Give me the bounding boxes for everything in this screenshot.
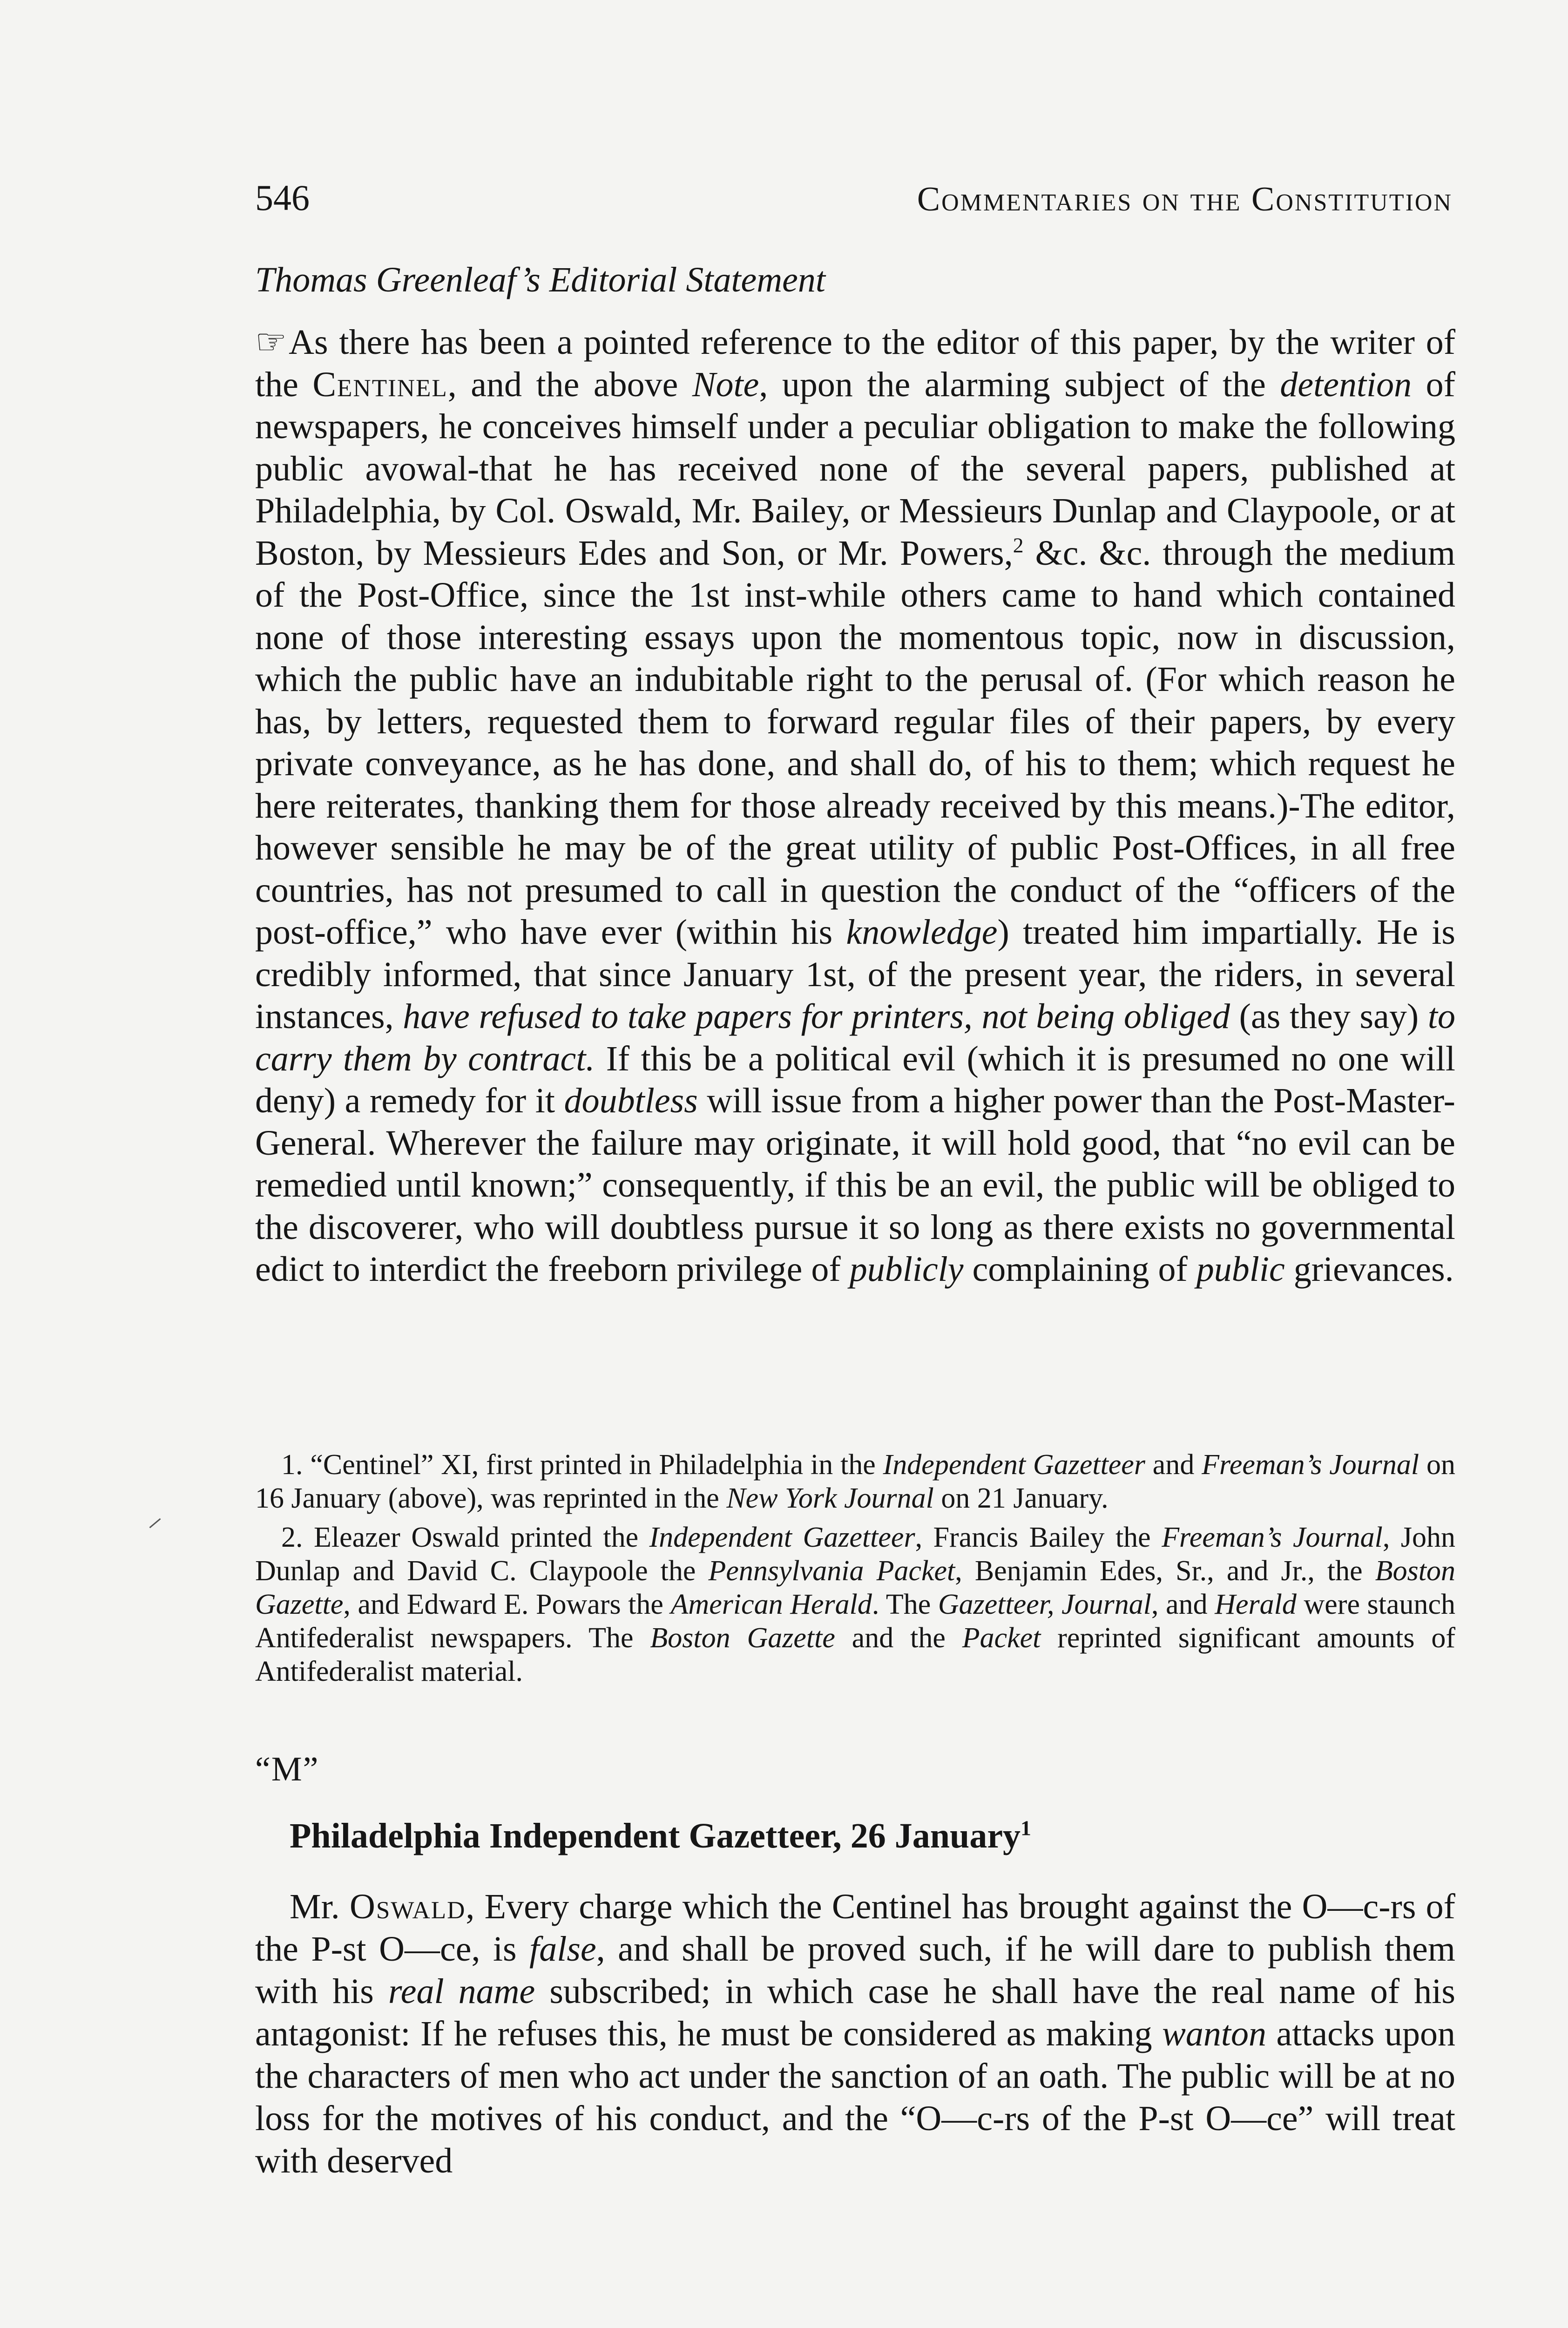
pointing-hand-icon: ☞ [255,323,287,362]
footnote-ref: 1 [1021,1816,1031,1840]
text-run: , and the above [447,365,692,404]
text-run-italic: false [529,1929,596,1969]
text-run-small-caps: Oswald [349,1887,466,1926]
text-run-italic: Independent Gazetteer [649,1522,915,1553]
text-run-italic: to carry them by contract. [255,997,1455,1078]
text-run-italic: Gazetteer, Journal [938,1589,1152,1620]
text-run: , and Edward E. Powars the [343,1589,671,1620]
text-run-italic: publicly [849,1250,964,1289]
byline: “M” [255,1750,319,1788]
text-run-italic: Note [692,365,759,404]
text-run: , Francis Bailey the [915,1522,1162,1553]
text-run: , John Dunlap and David C. Claypoole the [255,1522,1455,1587]
text-run: , and [1151,1589,1215,1620]
margin-mark [149,1518,161,1529]
text-run: , and shall be proved such, if he will dare to publish them with his [255,1929,1456,2011]
text-run-italic: Boston Gazette [650,1622,835,1654]
text-run-small-caps: Centinel [312,365,448,404]
text-run: , upon the alarming subject of the [759,365,1280,404]
text-run-italic: knowledge [846,913,998,952]
document-title-text: Philadelphia Independent Gazetteer, 26 January [290,1816,1021,1855]
footnotes [255,1448,1455,1688]
text-run-italic: wanton [1162,2014,1266,2053]
text-run-italic: Freeman’s Journal [1202,1449,1419,1481]
text-run: reprinted significant amounts of Antifederalist material. [255,1622,1455,1687]
text-run-italic: Pennsylvania Packet [708,1555,955,1587]
text-run-italic: public [1196,1250,1285,1289]
text-run: , Benjamin Edes, Sr., and Jr., the [955,1555,1375,1587]
running-title: Commentaries on the Constitution [917,180,1453,218]
text-run: subscribed; in which case he shall have the real name of his antagonist: If he refuses this, he must be considered as making [255,1972,1455,2053]
text-run-italic: detention [1280,365,1412,404]
text-run-italic: have refused to take papers for printers, not being obliged [403,997,1230,1036]
text-run: on 21 January. [933,1482,1108,1514]
text-run-italic: New York Journal [726,1482,934,1514]
text-run: will issue from a higher power than the Post-Master-General. Wherever the failure may originate, it will hold good, that “no evil can be remedied until known;” consequently, if this be an evil, the public will be obliged to the discoverer, who will doubtless pursue it so long as there exists no governmental edict to interdict the freeborn privilege of [255,1081,1455,1289]
text-run: grievances. [1284,1250,1454,1289]
text-run: attacks upon the characters of men who act under the sanction of an oath. The public will be at no loss for the motives of his conduct, and the “O—c-rs of the P-st O—ce” will treat with deserved [255,2014,1455,2180]
text-run: &c. &c. through the medium of the Post-Office, since the 1st inst-while others came to hand which contained none of those interesting essays upon the momentous topic, now in discussion, which the public have an indubitable right to the perusal of. (For which reason he has, by letters, requested them to forward regular files of their papers, by every private conveyance, as he has done, and shall do, of his to them; which request he here reiterates, thanking them for those already received by this means.)-The editor, however sensible he may be of the great utility of public Post-Offices, in all free countries, has not presumed to call in question the conduct of the “officers of the post-office,” who have ever (within his [255,533,1456,952]
text-run-italic: doubtless [564,1081,698,1120]
text-run: Mr. [290,1887,350,1926]
section-title-editorial: Thomas Greenleaf’s Editorial Statement [255,260,826,299]
text-run: , Every charge which the Centinel has brought against the O—c-rs of the P-st O—ce, is [255,1887,1455,1969]
text-run: 1. “Centinel” XI, first printed in Philadelphia in the [281,1449,883,1481]
text-run-italic: Herald [1215,1589,1297,1620]
text-run: . The [872,1589,938,1620]
text-run-italic: Freeman’s Journal [1162,1522,1383,1553]
text-run: and the [835,1622,962,1654]
text-run: on 16 January (above), was reprinted in the [255,1449,1455,1514]
text-run-italic: Boston Gazette [255,1555,1455,1620]
footnote-1 [255,1448,1455,1515]
text-run: As there has been a pointed reference to the editor of this paper, by the writer of the [255,323,1455,404]
text-run: were staunch Antifederalist newspapers. The [255,1589,1455,1654]
text-run: (as they say) [1230,997,1428,1036]
text-run: and [1145,1449,1202,1481]
text-run-italic: American Herald [670,1589,872,1620]
text-run: complaining of [963,1250,1196,1289]
text-run-italic: real name [388,1972,535,2011]
page-header [255,177,1453,223]
text-run: If this be a political evil (which it is presumed no one will deny) a remedy for it [255,1039,1455,1120]
editorial-paragraph [255,321,1455,1291]
text-run: ) treated him impartially. He is credibly informed, that since January 1st, of the present year, the riders, in several instances, [255,913,1455,1036]
footnote-ref: 2 [1013,533,1024,557]
document-title [290,1816,1031,1856]
text-run: of newspapers, he conceives himself under a peculiar obligation to make the following public avowal-that he has received none of the several papers, published at Philadelphia, by Col. Oswald, Mr. Bailey, or Messieurs Dunlap and Claypoole, or at Boston, by Messieurs Edes and Son, or Mr. Powers, [255,365,1455,573]
text-run-italic: Packet [962,1622,1041,1654]
text-run-italic: Independent Gazetteer [883,1449,1145,1481]
text-run: 2. Eleazer Oswald printed the [281,1522,649,1553]
footnote-2 [255,1521,1455,1688]
letter-paragraph [255,1886,1455,2182]
page-number: 546 [255,177,310,218]
